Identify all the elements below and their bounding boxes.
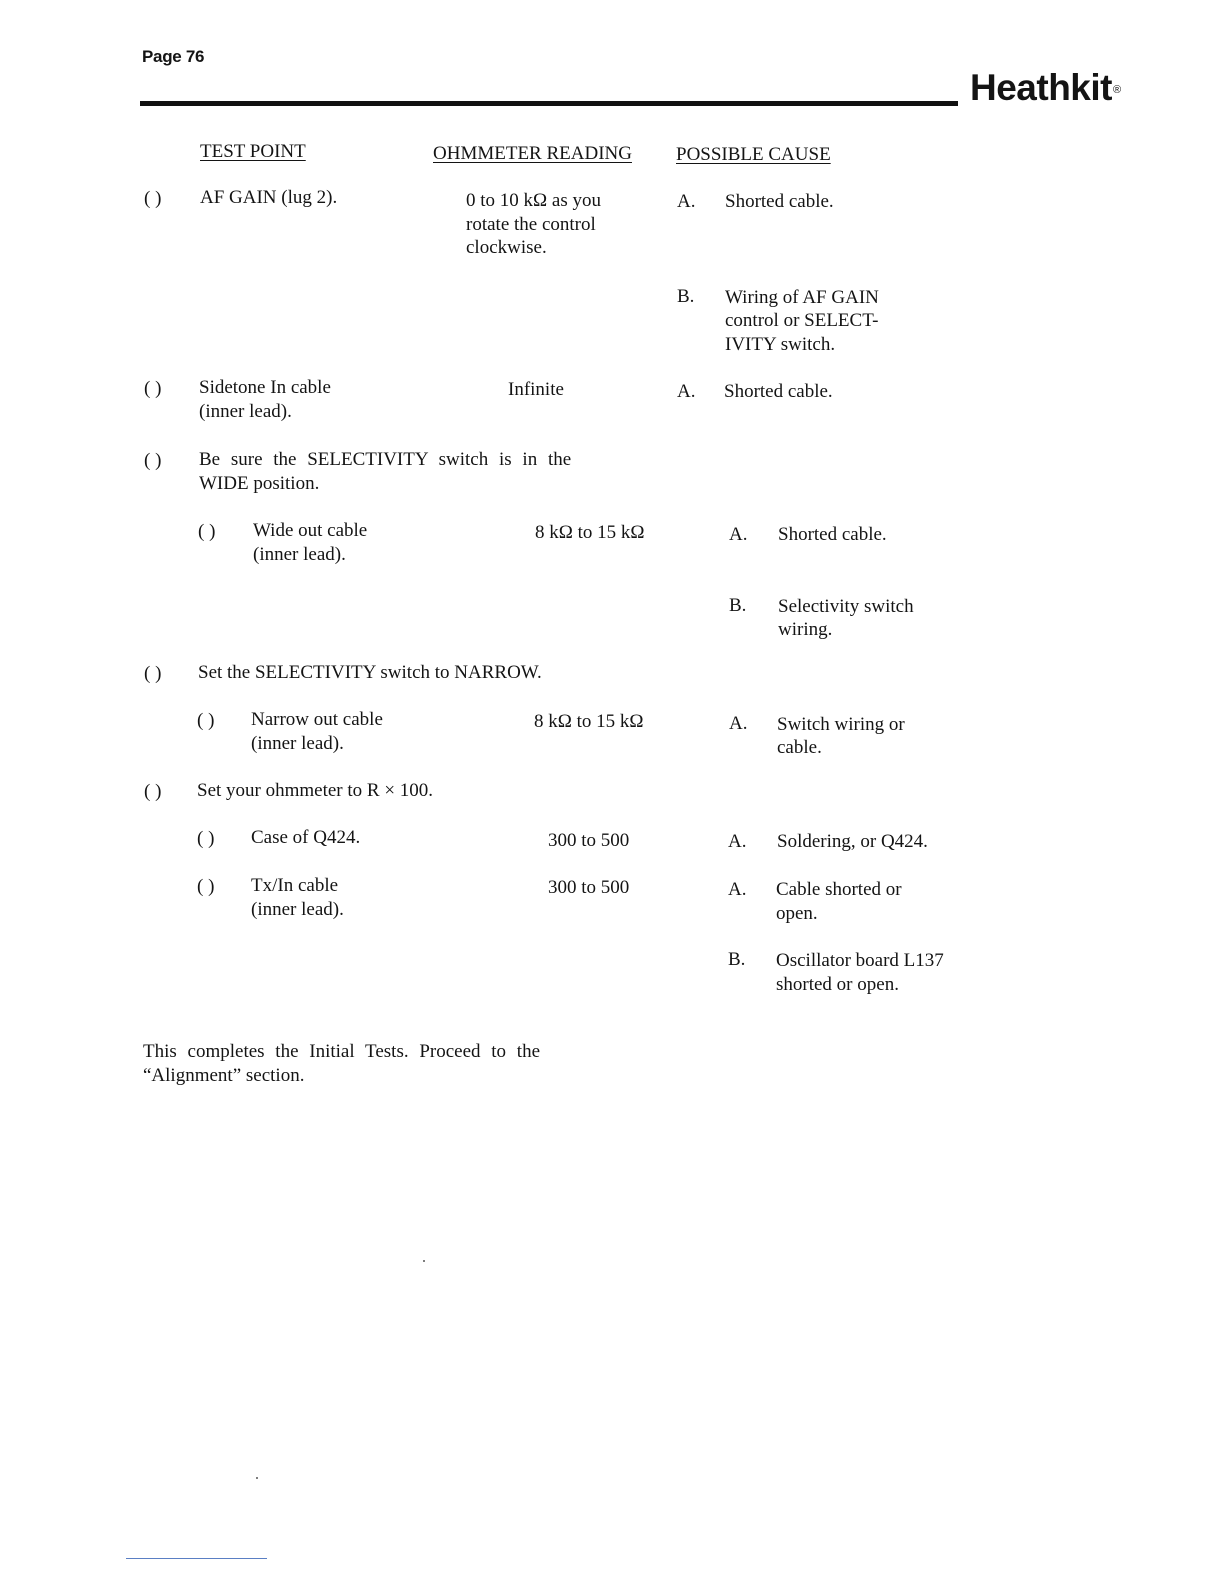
instruction-ohmmeter-set: Set your ohmmeter to R × 100. (197, 780, 434, 801)
checkbox-case-q424[interactable]: ( ) (197, 828, 215, 849)
instruction-selectivity-wide-line2: WIDE position. (199, 473, 320, 494)
test-point-sidetone-line1: Sidetone In cable (199, 377, 331, 398)
closing-line2: “Alignment” section. (143, 1065, 305, 1086)
cause-text: Wiring of AF GAIN (725, 287, 879, 308)
cause-text: open. (776, 903, 818, 924)
cause-letter: B. (729, 595, 747, 616)
reading-tx-in: 300 to 500 (548, 877, 630, 898)
checkbox-af-gain[interactable]: ( ) (144, 188, 162, 209)
checkbox-selectivity-wide[interactable]: ( ) (144, 450, 162, 471)
scan-speck (256, 1477, 258, 1479)
checkbox-selectivity-narrow[interactable]: ( ) (144, 663, 162, 684)
checkbox-narrow-out[interactable]: ( ) (197, 710, 215, 731)
cause-letter: A. (677, 381, 696, 402)
test-point-af-gain: AF GAIN (lug 2). (200, 187, 338, 208)
cause-text: Switch wiring or (777, 714, 905, 735)
checkbox-tx-in[interactable]: ( ) (197, 876, 215, 897)
cause-letter: A. (729, 524, 748, 545)
reading-af-gain-line2: rotate the control (466, 214, 596, 235)
checkbox-ohmmeter-set[interactable]: ( ) (144, 781, 162, 802)
cause-letter: A. (677, 191, 696, 212)
cause-text: shorted or open. (776, 974, 899, 995)
reading-sidetone: Infinite (508, 379, 564, 400)
scan-speck (423, 1260, 425, 1262)
cause-text: IVITY switch. (725, 334, 836, 355)
cause-text: Oscillator board L137 (776, 950, 944, 971)
footer-rule (126, 1558, 267, 1559)
cause-text: cable. (777, 737, 822, 758)
test-point-sidetone-line2: (inner lead). (199, 401, 292, 422)
instruction-selectivity-narrow: Set the SELECTIVITY switch to NARROW. (198, 662, 542, 683)
cause-text: control or SELECT- (725, 310, 879, 331)
cause-letter: A. (729, 713, 748, 734)
cause-text: Shorted cable. (778, 524, 887, 545)
checkbox-sidetone[interactable]: ( ) (144, 378, 162, 399)
cause-text: Shorted cable. (724, 381, 833, 402)
brand-name: Heathkit (970, 67, 1112, 108)
cause-letter: A. (728, 879, 747, 900)
test-point-case-q424: Case of Q424. (251, 827, 361, 848)
test-point-narrow-out-line1: Narrow out cable (251, 709, 383, 730)
header-test-point: TEST POINT (200, 141, 306, 162)
cause-letter: B. (677, 286, 695, 307)
registered-mark: ® (1112, 84, 1121, 96)
cause-text: Soldering, or Q424. (777, 831, 928, 852)
reading-af-gain-line1: 0 to 10 kΩ as you (466, 190, 601, 211)
test-point-narrow-out-line2: (inner lead). (251, 733, 344, 754)
reading-af-gain-line3: clockwise. (466, 237, 547, 258)
checkbox-wide-out[interactable]: ( ) (198, 521, 216, 542)
cause-letter: A. (728, 831, 747, 852)
brand-logo (970, 67, 1121, 108)
cause-text: Selectivity switch (778, 596, 914, 617)
header-rule (140, 101, 958, 106)
header-ohmmeter-reading: OHMMETER READING (433, 143, 632, 164)
reading-case-q424: 300 to 500 (548, 830, 630, 851)
test-point-tx-in-line1: Tx/In cable (251, 875, 339, 896)
instruction-selectivity-wide-line1: Be sure the SELECTIVITY switch is in the (199, 449, 572, 470)
reading-wide-out: 8 kΩ to 15 kΩ (535, 522, 645, 543)
cause-text: Shorted cable. (725, 191, 834, 212)
test-point-tx-in-line2: (inner lead). (251, 899, 344, 920)
page-number: Page 76 (142, 47, 205, 66)
reading-narrow-out: 8 kΩ to 15 kΩ (534, 711, 644, 732)
cause-text: wiring. (778, 619, 833, 640)
cause-letter: B. (728, 949, 746, 970)
cause-text: Cable shorted or (776, 879, 902, 900)
test-point-wide-out-line1: Wide out cable (253, 520, 368, 541)
closing-line1: This completes the Initial Tests. Proceed to the (143, 1041, 541, 1062)
header-possible-cause: POSSIBLE CAUSE (676, 144, 831, 165)
test-point-wide-out-line2: (inner lead). (253, 544, 346, 565)
